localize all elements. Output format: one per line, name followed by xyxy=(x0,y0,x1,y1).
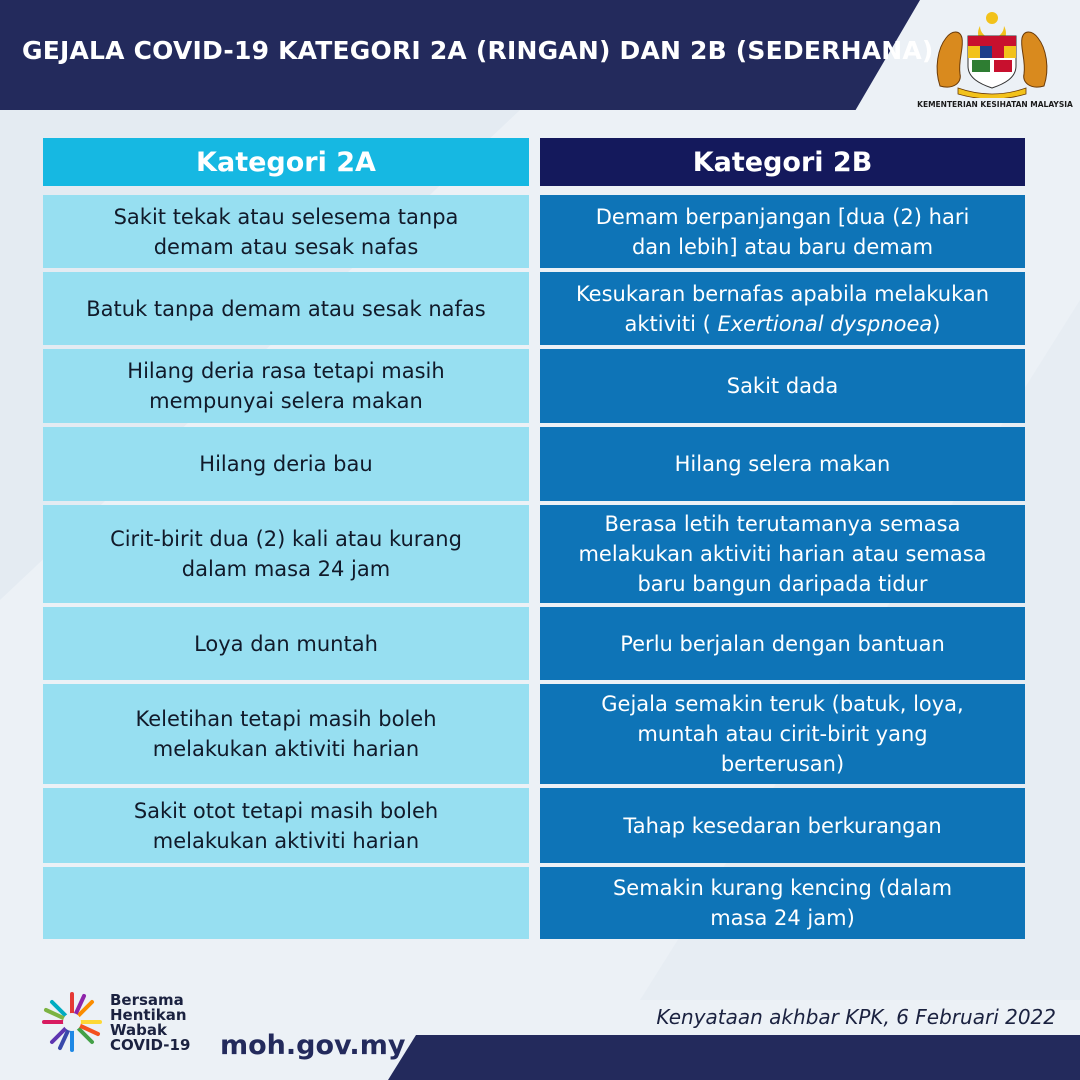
table-cell-2a xyxy=(43,505,529,603)
table-cell-2b xyxy=(540,505,1025,603)
coat-of-arms-icon xyxy=(932,8,1052,98)
table-cell-2b xyxy=(540,607,1025,680)
slogan-line: Hentikan xyxy=(110,1006,187,1024)
cell-line: Berasa letih terutamanya semasa xyxy=(604,512,961,536)
table-cell-2a xyxy=(43,272,529,345)
table-cell-2b xyxy=(540,684,1025,784)
cell-line: Sakit otot tetapi masih boleh xyxy=(133,798,439,823)
cell-line: dalam masa 24 jam xyxy=(181,557,391,581)
ministry-name: KEMENTERIAN KESIHATAN MALAYSIA xyxy=(917,100,1073,109)
cell-line: Hilang deria bau xyxy=(199,452,373,476)
cell-line: Cirit-birit dua (2) kali atau kurang xyxy=(110,527,462,551)
table-cell-2b xyxy=(540,349,1025,423)
cell-line: baru bangun daripada tidur xyxy=(637,572,928,596)
table-cell-2b xyxy=(540,195,1025,268)
kategori-2a-header: Kategori 2A xyxy=(43,138,529,186)
cell-line: melakukan aktiviti harian xyxy=(152,828,420,853)
table-cell-2a xyxy=(43,788,529,863)
table-cell-2b xyxy=(540,272,1025,345)
cell-line: masa 24 jam) xyxy=(710,906,855,930)
cell-line: demam atau sesak nafas xyxy=(153,234,419,259)
cell-line: Loya dan muntah xyxy=(194,631,378,656)
website-url[interactable]: moh.gov.my xyxy=(220,1030,406,1061)
table-cell-2b xyxy=(540,427,1025,501)
cell-line: Sakit dada xyxy=(726,374,839,398)
table-cell-2a-empty xyxy=(43,867,529,939)
table-cell-2a xyxy=(43,195,529,268)
cell-line: Sakit tekak atau selesema tanpa xyxy=(113,204,459,229)
table-cell-2a xyxy=(43,349,529,423)
table-cell-2a xyxy=(43,607,529,680)
cell-line: muntah atau cirit-birit yang xyxy=(637,722,928,746)
cell-line: Kesukaran bernafas apabila melakukan xyxy=(575,281,990,306)
table-cell-2a xyxy=(43,427,529,501)
cell-text: ) xyxy=(932,311,941,336)
table-cell-2a xyxy=(43,684,529,784)
cell-line: Hilang deria rasa tetapi masih xyxy=(127,359,445,383)
page-title: GEJALA COVID-19 KATEGORI 2A (RINGAN) DAN 2B (SEDERHANA) xyxy=(22,36,934,65)
press-statement-caption: Kenyataan akhbar KPK, 6 Februari 2022 xyxy=(656,1005,1056,1029)
slogan-line: Wabak xyxy=(110,1021,167,1039)
cell-line: Tahap kesedaran berkurangan xyxy=(623,813,942,838)
cell-text-italic: Exertional dyspnoea xyxy=(717,311,933,336)
cell-line: dan lebih] atau baru demam xyxy=(631,234,934,259)
covid-campaign-logo-icon xyxy=(40,990,104,1054)
cell-line: Perlu berjalan dengan bantuan xyxy=(620,631,945,656)
table-cell-2b xyxy=(540,867,1025,939)
footer-strip xyxy=(388,1035,1080,1080)
cell-line: melakukan aktiviti harian xyxy=(152,737,420,761)
cell-line: Demam berpanjangan [dua (2) hari xyxy=(595,204,970,229)
slogan-line: COVID-19 xyxy=(110,1036,191,1054)
cell-line: Hilang selera makan xyxy=(674,452,891,476)
cell-text: aktiviti ( xyxy=(624,311,718,336)
table-cell-2b xyxy=(540,788,1025,863)
cell-line: melakukan aktiviti harian atau semasa xyxy=(578,542,987,566)
cell-line: Semakin kurang kencing (dalam xyxy=(612,876,953,900)
cell-line: Batuk tanpa demam atau sesak nafas xyxy=(86,296,486,321)
kategori-2b-header: Kategori 2B xyxy=(540,138,1025,186)
cell-line: Keletihan tetapi masih boleh xyxy=(135,707,437,731)
campaign-slogan xyxy=(110,993,190,1053)
cell-line: mempunyai selera makan xyxy=(149,389,423,413)
cell-line: berterusan) xyxy=(720,752,845,776)
slogan-line: Bersama xyxy=(110,991,184,1009)
cell-line-mixed xyxy=(576,309,989,339)
cell-line: Gejala semakin teruk (batuk, loya, xyxy=(601,692,964,716)
